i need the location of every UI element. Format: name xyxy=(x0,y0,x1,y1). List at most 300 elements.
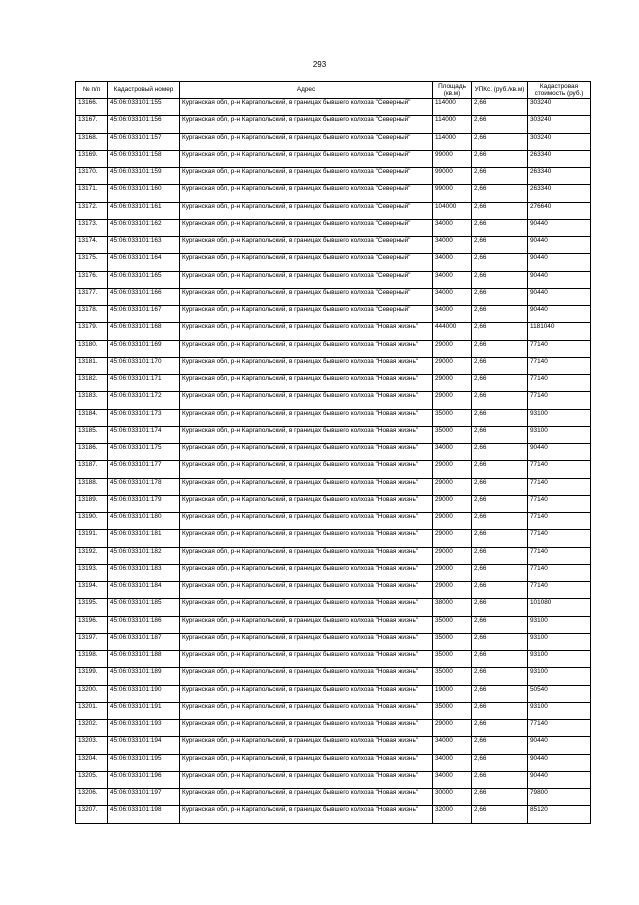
cell-cadastral-number: 45:06:033101:179 xyxy=(108,495,180,512)
cell-address: Курганская обл, р-н Каргапольский, в границах бывшего колхоза "Северный" xyxy=(180,116,433,133)
cell-area: 35000 xyxy=(433,651,472,668)
cell-area: 35000 xyxy=(433,668,472,685)
cell-cadastral-number: 45:06:033101:164 xyxy=(108,254,180,271)
cell-cadastral-number: 45:06:033101:185 xyxy=(108,599,180,616)
cell-area: 114000 xyxy=(433,116,472,133)
cell-num: 13174. xyxy=(76,237,108,254)
cell-upks: 2,66 xyxy=(472,288,528,305)
cell-area: 35000 xyxy=(433,633,472,650)
cell-num: 13196. xyxy=(76,616,108,633)
cell-upks: 2,66 xyxy=(472,357,528,374)
cell-cadastral-cost: 79800 xyxy=(528,789,591,806)
cell-upks: 2,66 xyxy=(472,633,528,650)
cell-area: 99000 xyxy=(433,168,472,185)
cell-address: Курганская обл, р-н Каргапольский, в границах бывшего колхоза "Новая жизнь" xyxy=(180,702,433,719)
cell-cadastral-number: 45:06:033101:160 xyxy=(108,185,180,202)
cell-cadastral-cost: 90440 xyxy=(528,444,591,461)
cell-area: 35000 xyxy=(433,702,472,719)
cell-cadastral-cost: 93100 xyxy=(528,702,591,719)
table-row xyxy=(76,185,591,202)
cell-num: 13179. xyxy=(76,323,108,340)
cell-num: 13172. xyxy=(76,202,108,219)
cell-address: Курганская обл, р-н Каргапольский, в границах бывшего колхоза "Новая жизнь" xyxy=(180,599,433,616)
cell-address: Курганская обл, р-н Каргапольский, в границах бывшего колхоза "Новая жизнь" xyxy=(180,668,433,685)
cell-upks: 2,66 xyxy=(472,185,528,202)
cell-num: 13177. xyxy=(76,288,108,305)
cell-num: 13190. xyxy=(76,513,108,530)
table-row xyxy=(76,720,591,737)
cell-cadastral-number: 45:06:033101:165 xyxy=(108,271,180,288)
cell-area: 35000 xyxy=(433,409,472,426)
table-row xyxy=(76,426,591,443)
cell-address: Курганская обл, р-н Каргапольский, в границах бывшего колхоза "Новая жизнь" xyxy=(180,392,433,409)
cell-upks: 2,66 xyxy=(472,306,528,323)
cell-cadastral-number: 45:06:033101:196 xyxy=(108,771,180,788)
cell-area: 29000 xyxy=(433,547,472,564)
cell-cadastral-number: 45:06:033101:195 xyxy=(108,754,180,771)
cell-cadastral-number: 45:06:033101:181 xyxy=(108,530,180,547)
cell-area: 29000 xyxy=(433,513,472,530)
cell-cadastral-number: 45:06:033101:177 xyxy=(108,461,180,478)
table-row xyxy=(76,530,591,547)
cell-cadastral-number: 45:06:033101:182 xyxy=(108,547,180,564)
table-row xyxy=(76,133,591,150)
table-row xyxy=(76,271,591,288)
cell-num: 13173. xyxy=(76,219,108,236)
cell-cadastral-cost: 90440 xyxy=(528,306,591,323)
cell-num: 13201. xyxy=(76,702,108,719)
cell-num: 13188. xyxy=(76,478,108,495)
cell-upks: 2,66 xyxy=(472,720,528,737)
cell-area: 34000 xyxy=(433,219,472,236)
cell-num: 13195. xyxy=(76,599,108,616)
cell-cadastral-number: 45:06:033101:180 xyxy=(108,513,180,530)
cell-address: Курганская обл, р-н Каргапольский, в границах бывшего колхоза "Северный" xyxy=(180,271,433,288)
cell-area: 114000 xyxy=(433,99,472,116)
table-row xyxy=(76,737,591,754)
cell-area: 29000 xyxy=(433,392,472,409)
cell-address: Курганская обл, р-н Каргапольский, в границах бывшего колхоза "Северный" xyxy=(180,202,433,219)
table-row xyxy=(76,150,591,167)
cell-address: Курганская обл, р-н Каргапольский, в границах бывшего колхоза "Новая жизнь" xyxy=(180,633,433,650)
cell-cadastral-number: 45:06:033101:191 xyxy=(108,702,180,719)
cell-cadastral-cost: 77140 xyxy=(528,530,591,547)
cell-num: 13183. xyxy=(76,392,108,409)
cell-cadastral-number: 45:06:033101:193 xyxy=(108,720,180,737)
cell-address: Курганская обл, р-н Каргапольский, в границах бывшего колхоза "Северный" xyxy=(180,133,433,150)
page-number: 293 xyxy=(312,60,327,69)
cell-address: Курганская обл, р-н Каргапольский, в границах бывшего колхоза "Северный" xyxy=(180,254,433,271)
cell-area: 29000 xyxy=(433,340,472,357)
cell-address: Курганская обл, р-н Каргапольский, в границах бывшего колхоза "Новая жизнь" xyxy=(180,357,433,374)
cell-cadastral-cost: 90440 xyxy=(528,771,591,788)
table-row xyxy=(76,789,591,806)
table-row xyxy=(76,340,591,357)
cell-cadastral-cost: 90440 xyxy=(528,219,591,236)
cell-cadastral-cost: 85120 xyxy=(528,806,591,823)
cell-cadastral-cost: 93100 xyxy=(528,633,591,650)
cell-cadastral-cost: 303240 xyxy=(528,116,591,133)
table-row xyxy=(76,375,591,392)
cell-cadastral-number: 45:06:033101:163 xyxy=(108,237,180,254)
cell-cadastral-cost: 276640 xyxy=(528,202,591,219)
cell-area: 29000 xyxy=(433,478,472,495)
table-row xyxy=(76,668,591,685)
cell-address: Курганская обл, р-н Каргапольский, в границах бывшего колхоза "Новая жизнь" xyxy=(180,771,433,788)
cell-address: Курганская обл, р-н Каргапольский, в границах бывшего колхоза "Новая жизнь" xyxy=(180,530,433,547)
cell-num: 13168. xyxy=(76,133,108,150)
cell-cadastral-cost: 90440 xyxy=(528,754,591,771)
cell-upks: 2,66 xyxy=(472,323,528,340)
cell-num: 13178. xyxy=(76,306,108,323)
cell-address: Курганская обл, р-н Каргапольский, в границах бывшего колхоза "Северный" xyxy=(180,150,433,167)
cell-cadastral-cost: 101080 xyxy=(528,599,591,616)
cadastral-table xyxy=(75,81,591,824)
table-row xyxy=(76,616,591,633)
cell-num: 13171. xyxy=(76,185,108,202)
cell-cadastral-cost: 93100 xyxy=(528,651,591,668)
cell-address: Курганская обл, р-н Каргапольский, в границах бывшего колхоза "Новая жизнь" xyxy=(180,754,433,771)
cell-num: 13185. xyxy=(76,426,108,443)
cell-upks: 2,66 xyxy=(472,271,528,288)
cell-address: Курганская обл, р-н Каргапольский, в границах бывшего колхоза "Северный" xyxy=(180,168,433,185)
cell-upks: 2,66 xyxy=(472,219,528,236)
cell-area: 34000 xyxy=(433,288,472,305)
cell-area: 29000 xyxy=(433,530,472,547)
cell-area: 99000 xyxy=(433,150,472,167)
cell-address: Курганская обл, р-н Каргапольский, в границах бывшего колхоза "Новая жизнь" xyxy=(180,444,433,461)
cell-area: 34000 xyxy=(433,444,472,461)
cell-area: 32000 xyxy=(433,806,472,823)
cell-cadastral-number: 45:06:033101:171 xyxy=(108,375,180,392)
cell-address: Курганская обл, р-н Каргапольский, в границах бывшего колхоза "Новая жизнь" xyxy=(180,547,433,564)
cell-upks: 2,66 xyxy=(472,202,528,219)
cell-upks: 2,66 xyxy=(472,530,528,547)
table-row xyxy=(76,202,591,219)
table-row xyxy=(76,582,591,599)
cell-address: Курганская обл, р-н Каргапольский, в границах бывшего колхоза "Новая жизнь" xyxy=(180,720,433,737)
cell-cadastral-number: 45:06:033101:158 xyxy=(108,150,180,167)
cell-address: Курганская обл, р-н Каргапольский, в границах бывшего колхоза "Северный" xyxy=(180,237,433,254)
cell-area: 34000 xyxy=(433,254,472,271)
cell-address: Курганская обл, р-н Каргапольский, в границах бывшего колхоза "Новая жизнь" xyxy=(180,564,433,581)
cell-upks: 2,66 xyxy=(472,513,528,530)
cell-cadastral-cost: 1181040 xyxy=(528,323,591,340)
cell-area: 29000 xyxy=(433,495,472,512)
cell-cadastral-cost: 263340 xyxy=(528,168,591,185)
cell-area: 34000 xyxy=(433,737,472,754)
cell-upks: 2,66 xyxy=(472,806,528,823)
cell-num: 13200. xyxy=(76,685,108,702)
cell-address: Курганская обл, р-н Каргапольский, в границах бывшего колхоза "Новая жизнь" xyxy=(180,426,433,443)
cell-cadastral-cost: 90440 xyxy=(528,737,591,754)
cell-num: 13198. xyxy=(76,651,108,668)
cell-cadastral-number: 45:06:033101:183 xyxy=(108,564,180,581)
cell-num: 13169. xyxy=(76,150,108,167)
cell-cadastral-cost: 77140 xyxy=(528,357,591,374)
cell-area: 444000 xyxy=(433,323,472,340)
header-address: Адрес xyxy=(180,82,433,99)
cell-upks: 2,66 xyxy=(472,737,528,754)
cell-cadastral-cost: 77140 xyxy=(528,375,591,392)
cell-cadastral-number: 45:06:033101:166 xyxy=(108,288,180,305)
cell-upks: 2,66 xyxy=(472,582,528,599)
cell-address: Курганская обл, р-н Каргапольский, в границах бывшего колхоза "Новая жизнь" xyxy=(180,409,433,426)
table-row xyxy=(76,702,591,719)
cell-num: 13175. xyxy=(76,254,108,271)
cell-area: 29000 xyxy=(433,375,472,392)
cell-cadastral-cost: 90440 xyxy=(528,254,591,271)
cell-cadastral-cost: 77140 xyxy=(528,495,591,512)
cell-cadastral-cost: 90440 xyxy=(528,288,591,305)
cell-cadastral-cost: 77140 xyxy=(528,720,591,737)
cell-num: 13204. xyxy=(76,754,108,771)
cell-num: 13184. xyxy=(76,409,108,426)
cell-area: 29000 xyxy=(433,461,472,478)
cell-cadastral-number: 45:06:033101:174 xyxy=(108,426,180,443)
cell-cadastral-cost: 77140 xyxy=(528,392,591,409)
cell-upks: 2,66 xyxy=(472,461,528,478)
cell-address: Курганская обл, р-н Каргапольский, в границах бывшего колхоза "Новая жизнь" xyxy=(180,513,433,530)
cell-area: 34000 xyxy=(433,754,472,771)
cell-area: 34000 xyxy=(433,271,472,288)
cell-upks: 2,66 xyxy=(472,478,528,495)
cell-upks: 2,66 xyxy=(472,375,528,392)
cell-upks: 2,66 xyxy=(472,168,528,185)
cell-cadastral-cost: 93100 xyxy=(528,616,591,633)
cell-num: 13181. xyxy=(76,357,108,374)
cell-num: 13189. xyxy=(76,495,108,512)
table-row xyxy=(76,461,591,478)
cell-cadastral-number: 45:06:033101:190 xyxy=(108,685,180,702)
cell-upks: 2,66 xyxy=(472,392,528,409)
cell-area: 114000 xyxy=(433,133,472,150)
cell-cadastral-number: 45:06:033101:157 xyxy=(108,133,180,150)
cell-address: Курганская обл, р-н Каргапольский, в границах бывшего колхоза "Новая жизнь" xyxy=(180,461,433,478)
cell-address: Курганская обл, р-н Каргапольский, в границах бывшего колхоза "Новая жизнь" xyxy=(180,340,433,357)
cell-area: 34000 xyxy=(433,771,472,788)
table-row xyxy=(76,392,591,409)
cell-address: Курганская обл, р-н Каргапольский, в границах бывшего колхоза "Новая жизнь" xyxy=(180,495,433,512)
cell-cadastral-number: 45:06:033101:161 xyxy=(108,202,180,219)
cell-address: Курганская обл, р-н Каргапольский, в границах бывшего колхоза "Северный" xyxy=(180,219,433,236)
cell-cadastral-number: 45:06:033101:178 xyxy=(108,478,180,495)
cell-upks: 2,66 xyxy=(472,668,528,685)
cell-cadastral-cost: 93100 xyxy=(528,426,591,443)
header-num: № п/п xyxy=(76,82,108,99)
cell-cadastral-number: 45:06:033101:162 xyxy=(108,219,180,236)
cell-address: Курганская обл, р-н Каргапольский, в границах бывшего колхоза "Новая жизнь" xyxy=(180,737,433,754)
table-row xyxy=(76,288,591,305)
table-row xyxy=(76,564,591,581)
table-body xyxy=(76,99,591,824)
cell-cadastral-cost: 303240 xyxy=(528,133,591,150)
cell-cadastral-cost: 90440 xyxy=(528,271,591,288)
cell-address: Курганская обл, р-н Каргапольский, в границах бывшего колхоза "Новая жизнь" xyxy=(180,685,433,702)
cell-cadastral-cost: 77140 xyxy=(528,582,591,599)
cell-cadastral-cost: 77140 xyxy=(528,461,591,478)
cell-num: 13197. xyxy=(76,633,108,650)
cell-cadastral-number: 45:06:033101:187 xyxy=(108,633,180,650)
table-row xyxy=(76,495,591,512)
cell-cadastral-number: 45:06:033101:156 xyxy=(108,116,180,133)
cell-area: 38000 xyxy=(433,599,472,616)
cell-cadastral-number: 45:06:033101:167 xyxy=(108,306,180,323)
cell-upks: 2,66 xyxy=(472,547,528,564)
cell-num: 13186. xyxy=(76,444,108,461)
table-row xyxy=(76,771,591,788)
cell-cadastral-number: 45:06:033101:197 xyxy=(108,789,180,806)
cell-cadastral-cost: 93100 xyxy=(528,668,591,685)
table-header-row xyxy=(76,82,591,99)
cell-cadastral-number: 45:06:033101:155 xyxy=(108,99,180,116)
table-row xyxy=(76,754,591,771)
cell-cadastral-number: 45:06:033101:172 xyxy=(108,392,180,409)
cell-cadastral-number: 45:06:033101:188 xyxy=(108,651,180,668)
header-area: Площадь (кв.м) xyxy=(433,82,472,99)
cell-address: Курганская обл, р-н Каргапольский, в границах бывшего колхоза "Новая жизнь" xyxy=(180,323,433,340)
cell-address: Курганская обл, р-н Каргапольский, в границах бывшего колхоза "Новая жизнь" xyxy=(180,616,433,633)
cell-address: Курганская обл, р-н Каргапольский, в границах бывшего колхоза "Северный" xyxy=(180,99,433,116)
table-row xyxy=(76,254,591,271)
cell-address: Курганская обл, р-н Каргапольский, в границах бывшего колхоза "Новая жизнь" xyxy=(180,582,433,599)
cell-cadastral-cost: 77140 xyxy=(528,340,591,357)
header-upks: УПКс. (руб./кв.м) xyxy=(472,82,528,99)
cell-cadastral-cost: 50540 xyxy=(528,685,591,702)
cell-cadastral-number: 45:06:033101:173 xyxy=(108,409,180,426)
cell-num: 13167. xyxy=(76,116,108,133)
cell-num: 13187. xyxy=(76,461,108,478)
cell-cadastral-number: 45:06:033101:168 xyxy=(108,323,180,340)
cell-cadastral-number: 45:06:033101:186 xyxy=(108,616,180,633)
cell-cadastral-cost: 93100 xyxy=(528,409,591,426)
cell-upks: 2,66 xyxy=(472,444,528,461)
cell-upks: 2,66 xyxy=(472,651,528,668)
table-row xyxy=(76,237,591,254)
cell-num: 13191. xyxy=(76,530,108,547)
cell-cadastral-number: 45:06:033101:198 xyxy=(108,806,180,823)
cell-num: 13176. xyxy=(76,271,108,288)
cell-num: 13202. xyxy=(76,720,108,737)
table-row xyxy=(76,633,591,650)
cell-area: 19000 xyxy=(433,685,472,702)
cell-address: Курганская обл, р-н Каргапольский, в границах бывшего колхоза "Северный" xyxy=(180,306,433,323)
cell-upks: 2,66 xyxy=(472,133,528,150)
cell-cadastral-cost: 303240 xyxy=(528,99,591,116)
cell-area: 29000 xyxy=(433,564,472,581)
cell-upks: 2,66 xyxy=(472,116,528,133)
table-row xyxy=(76,599,591,616)
cell-address: Курганская обл, р-н Каргапольский, в границах бывшего колхоза "Новая жизнь" xyxy=(180,375,433,392)
cell-upks: 2,66 xyxy=(472,237,528,254)
cell-upks: 2,66 xyxy=(472,409,528,426)
cell-upks: 2,66 xyxy=(472,616,528,633)
cell-upks: 2,66 xyxy=(472,702,528,719)
cell-num: 13192. xyxy=(76,547,108,564)
cell-upks: 2,66 xyxy=(472,771,528,788)
table-row xyxy=(76,547,591,564)
cell-area: 30000 xyxy=(433,789,472,806)
cell-num: 13182. xyxy=(76,375,108,392)
cell-address: Курганская обл, р-н Каргапольский, в границах бывшего колхоза "Новая жизнь" xyxy=(180,806,433,823)
cell-num: 13194. xyxy=(76,582,108,599)
cell-num: 13180. xyxy=(76,340,108,357)
cell-cadastral-cost: 77140 xyxy=(528,478,591,495)
cell-cadastral-number: 45:06:033101:170 xyxy=(108,357,180,374)
cell-num: 13207. xyxy=(76,806,108,823)
cell-cadastral-number: 45:06:033101:184 xyxy=(108,582,180,599)
cell-upks: 2,66 xyxy=(472,426,528,443)
cell-area: 34000 xyxy=(433,237,472,254)
table-row xyxy=(76,323,591,340)
cell-area: 34000 xyxy=(433,306,472,323)
cell-num: 13203. xyxy=(76,737,108,754)
table-row xyxy=(76,306,591,323)
table-row xyxy=(76,806,591,823)
header-cadastral-number: Кадастровый номер xyxy=(108,82,180,99)
cell-area: 35000 xyxy=(433,616,472,633)
cell-area: 29000 xyxy=(433,357,472,374)
cell-upks: 2,66 xyxy=(472,340,528,357)
cell-address: Курганская обл, р-н Каргапольский, в границах бывшего колхоза "Новая жизнь" xyxy=(180,651,433,668)
cell-cadastral-number: 45:06:033101:175 xyxy=(108,444,180,461)
cell-num: 13199. xyxy=(76,668,108,685)
table-row xyxy=(76,651,591,668)
cell-address: Курганская обл, р-н Каргапольский, в границах бывшего колхоза "Северный" xyxy=(180,288,433,305)
cell-cadastral-cost: 90440 xyxy=(528,237,591,254)
table-row xyxy=(76,409,591,426)
cell-num: 13170. xyxy=(76,168,108,185)
cell-area: 104000 xyxy=(433,202,472,219)
cell-cadastral-cost: 263340 xyxy=(528,150,591,167)
cell-upks: 2,66 xyxy=(472,150,528,167)
table-row xyxy=(76,513,591,530)
cell-upks: 2,66 xyxy=(472,99,528,116)
table-row xyxy=(76,168,591,185)
cell-upks: 2,66 xyxy=(472,789,528,806)
table-row xyxy=(76,478,591,495)
cell-cadastral-number: 45:06:033101:194 xyxy=(108,737,180,754)
cell-cadastral-cost: 77140 xyxy=(528,547,591,564)
cell-upks: 2,66 xyxy=(472,564,528,581)
table-row xyxy=(76,444,591,461)
header-cadastral-cost: Кадастровая стоимость (руб.) xyxy=(528,82,591,99)
table-row xyxy=(76,357,591,374)
cell-cadastral-number: 45:06:033101:169 xyxy=(108,340,180,357)
cell-area: 35000 xyxy=(433,426,472,443)
cell-cadastral-number: 45:06:033101:159 xyxy=(108,168,180,185)
cell-cadastral-cost: 77140 xyxy=(528,513,591,530)
table-row xyxy=(76,219,591,236)
cell-upks: 2,66 xyxy=(472,685,528,702)
cell-cadastral-number: 45:06:033101:189 xyxy=(108,668,180,685)
cell-cadastral-cost: 263340 xyxy=(528,185,591,202)
cell-num: 13206. xyxy=(76,789,108,806)
cell-address: Курганская обл, р-н Каргапольский, в границах бывшего колхоза "Новая жизнь" xyxy=(180,789,433,806)
table-row xyxy=(76,685,591,702)
cell-upks: 2,66 xyxy=(472,254,528,271)
cell-area: 29000 xyxy=(433,582,472,599)
table-row xyxy=(76,99,591,116)
cell-upks: 2,66 xyxy=(472,754,528,771)
cell-cadastral-cost: 77140 xyxy=(528,564,591,581)
cell-area: 99000 xyxy=(433,185,472,202)
cell-upks: 2,66 xyxy=(472,495,528,512)
cell-num: 13193. xyxy=(76,564,108,581)
cell-address: Курганская обл, р-н Каргапольский, в границах бывшего колхоза "Новая жизнь" xyxy=(180,478,433,495)
cell-address: Курганская обл, р-н Каргапольский, в границах бывшего колхоза "Северный" xyxy=(180,185,433,202)
cell-num: 13205. xyxy=(76,771,108,788)
